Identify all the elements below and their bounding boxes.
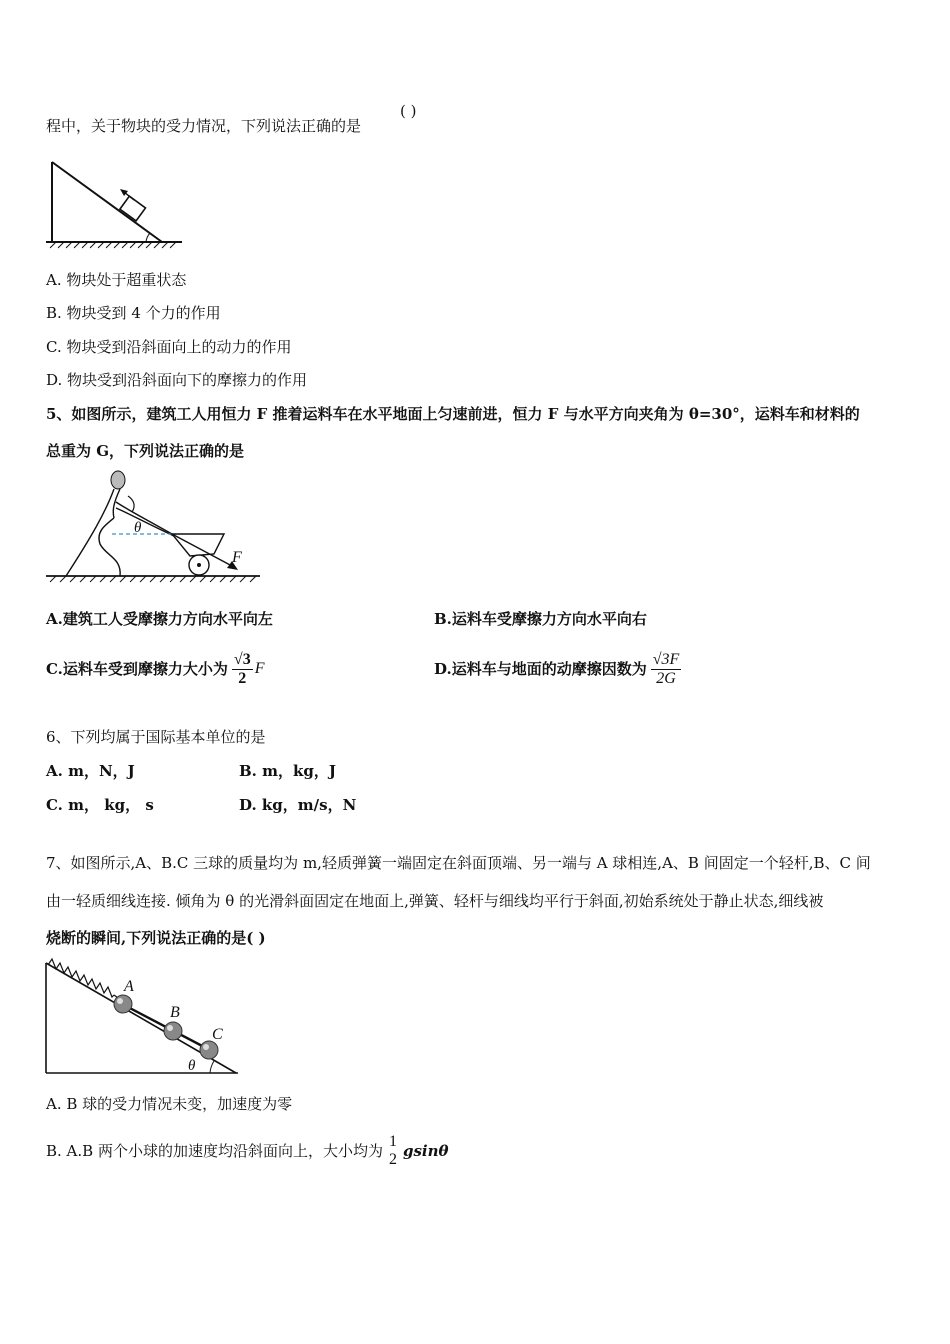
q7-option-b-numerator: 1 — [388, 1133, 397, 1150]
q5-option-b: B.运料车受摩擦力方向水平向右 — [434, 610, 647, 628]
q5-worker-cart-figure — [44, 466, 264, 584]
q7-label-b: B — [170, 1004, 180, 1021]
q6-option-c: C. m， kg， s — [46, 796, 154, 814]
q7-option-b-denominator: 2 — [388, 1151, 397, 1168]
q5-option-c-numerator: √3 — [233, 650, 251, 668]
q7-stem-line3: 烧断的瞬间,下列说法正确的是( ) — [46, 929, 266, 947]
q7-incline-spheres-figure — [42, 957, 242, 1079]
q7-option-b-text: B. A.B 两个小球的加速度均沿斜面向上，大小均为 — [46, 1142, 383, 1160]
q5-option-d-numerator: √3F — [652, 650, 680, 668]
q6-option-b: B. m，kg，J — [239, 762, 336, 780]
q7-stem-line1: 7、如图所示,A、B.C 三球的质量均为 m,轻质弹簧一端固定在斜面顶端、另一端与 A 球相连,A、B 间固定一个轻杆,B、C 间 — [46, 854, 871, 872]
q5-option-c-variable: F — [254, 660, 265, 677]
q7-option-a: A. B 球的受力情况未变，加速度为零 — [46, 1095, 293, 1113]
q4-option-d: D. 物块受到沿斜面向下的摩擦力的作用 — [46, 371, 308, 389]
q6-stem: 6、下列均属于国际基本单位的是 — [46, 728, 266, 746]
q5-option-c-denominator: 2 — [238, 669, 247, 687]
q4-stem — [46, 116, 361, 136]
q5-option-a: A.建筑工人受摩擦力方向水平向左 — [46, 610, 273, 628]
q7-theta-label: θ — [188, 1058, 196, 1074]
q7-label-c: C — [212, 1026, 223, 1043]
q5-option-d-fraction — [651, 651, 682, 688]
q4-answer-paren: ( ) — [400, 102, 417, 120]
q7-stem-line2: 由一轻质细线连接. 倾角为 θ 的光滑斜面固定在地面上,弹簧、轻杆与细线均平行于斜面,初始系统处于静止状态,细线被 — [46, 892, 824, 910]
q6-option-a: A. m，N，J — [46, 762, 135, 780]
q5-option-d-text: D.运料车与地面的动摩擦因数为 — [434, 660, 647, 678]
q5-theta-label: θ — [134, 520, 142, 536]
q4-stem-text: 程中，关于物块的受力情况，下列说法正确的是 — [46, 117, 362, 135]
q4-incline-figure — [44, 158, 186, 250]
q5-option-d — [434, 646, 681, 692]
q5-option-d-denominator: 2G — [656, 669, 676, 687]
q5-stem-line1: 5、如图所示，建筑工人用恒力 F 推着运料车在水平地面上匀速前进，恒力 F 与水平方向夹角为 θ=30°，运料车和材料的 — [46, 405, 860, 423]
q5-option-c-text: C.运料车受到摩擦力大小为 — [46, 660, 228, 678]
q5-option-c-fraction — [232, 651, 253, 688]
q4-option-a: A. 物块处于超重状态 — [46, 271, 187, 289]
q4-option-b: B. 物块受到 4 个力的作用 — [46, 304, 221, 322]
q6-option-d: D. kg，m/s，N — [239, 796, 357, 814]
q4-option-c: C. 物块受到沿斜面向上的动力的作用 — [46, 338, 292, 356]
q5-option-c — [46, 646, 264, 692]
q7-option-b-fraction — [387, 1133, 399, 1169]
q5-force-label: F — [232, 549, 242, 566]
q7-option-b-tail: gsinθ — [402, 1142, 449, 1160]
q5-stem-line2: 总重为 G，下列说法正确的是 — [46, 442, 245, 460]
q7-label-a: A — [124, 978, 134, 995]
q7-option-b — [46, 1128, 449, 1174]
